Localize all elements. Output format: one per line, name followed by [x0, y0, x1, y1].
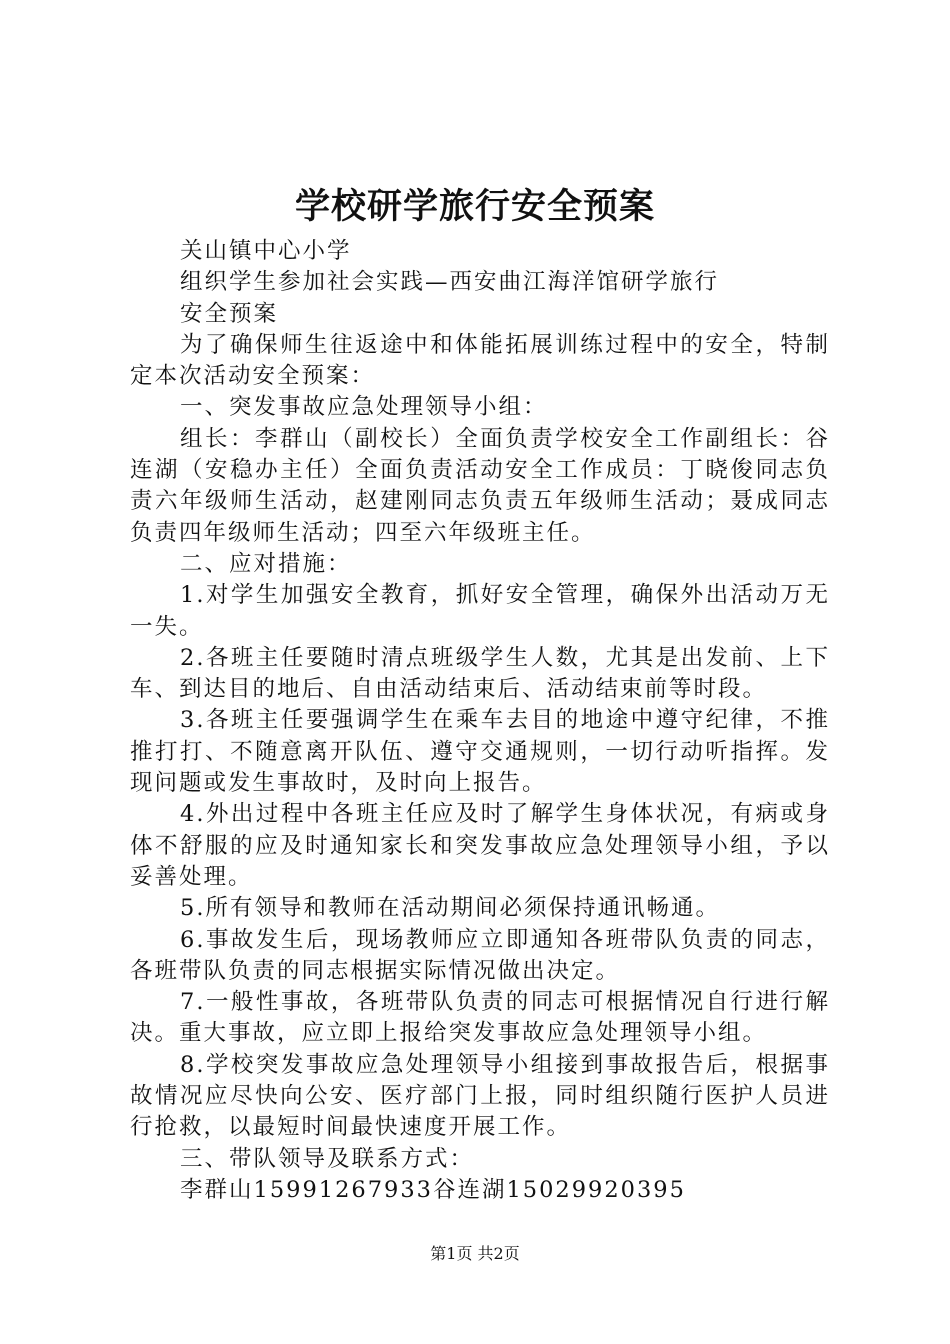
- paragraph-school-name: 关山镇中心小学: [180, 238, 352, 264]
- paragraph-measure-6: 6.事故发生后，现场教师应立即通知各班带队负责的同志，各班带队负责的同志根据实际情况做出决定。: [130, 926, 830, 984]
- document-body: [130, 236, 830, 1206]
- paragraph-contacts: 李群山15991267933谷连湖15029920395: [180, 1176, 686, 1203]
- paragraph-leadership: 组长：李群山（副校长）全面负责学校安全工作副组长：谷连湖（安稳办主任）全面负责活动安全工作成员：丁晓俊同志负责六年级师生活动，赵建刚同志负责五年级师生活动；聂成同志负责四年级师生活动；四至六年级班主任。: [130, 425, 830, 546]
- paragraph-measure-1: 1.对学生加强安全教育，抓好安全管理，确保外出活动万无一失。: [130, 582, 830, 640]
- heading-section-3: 三、带队领导及联系方式：: [180, 1145, 475, 1172]
- paragraph-plan-label: 安全预案: [180, 300, 279, 327]
- paragraph-measure-7: 7.一般性事故，各班带队负责的同志可根据情况自行进行解决。重大事故，应立即上报给突发事故应急处理领导小组。: [130, 989, 830, 1047]
- paragraph-activity: 组织学生参加社会实践—西安曲江海洋馆研学旅行: [180, 269, 720, 296]
- page-footer: 第1页 共2页: [430, 1244, 520, 1263]
- paragraph-measure-4: 4.外出过程中各班主任应及时了解学生身体状况，有病或身体不舒服的应及时通知家长和突发事故应急处理领导小组，予以妥善处理。: [130, 801, 830, 890]
- heading-section-1: 一、突发事故应急处理领导小组：: [180, 394, 548, 421]
- paragraph-measure-3: 3.各班主任要强调学生在乘车去目的地途中遵守纪律，不推推打打、不随意离开队伍、遵守交通规则，一切行动听指挥。发现问题或发生事故时，及时向上报告。: [130, 707, 830, 797]
- document-title: 学校研学旅行安全预案: [294, 186, 655, 227]
- paragraph-measure-2: 2.各班主任要随时清点班级学生人数，尤其是出发前、上下车、到达目的地后、自由活动结束后、活动结束前等时段。: [130, 644, 830, 703]
- paragraph-measure-8: 8.学校突发事故应急处理领导小组接到事故报告后，根据事故情况应尽快向公安、医疗部门上报，同时组织随行医护人员进行抢救，以最短时间最快速度开展工作。: [130, 1051, 830, 1141]
- paragraph-measure-5: 5.所有领导和教师在活动期间必须保持通讯畅通。: [180, 895, 720, 922]
- paragraph-intro: 为了确保师生往返途中和体能拓展训练过程中的安全，特制定本次活动安全预案：: [130, 331, 830, 390]
- heading-section-2: 二、应对措施：: [180, 550, 352, 577]
